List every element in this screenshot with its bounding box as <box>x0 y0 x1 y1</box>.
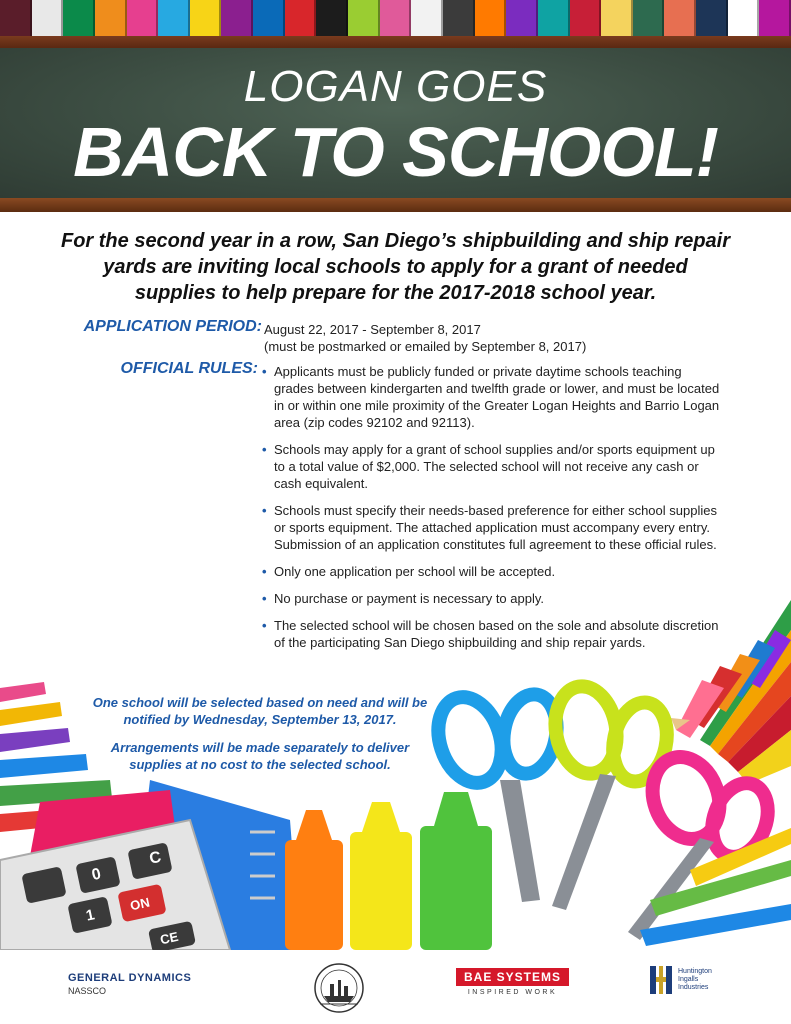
book-spine <box>221 0 253 36</box>
bae-systems-logo <box>456 968 569 996</box>
bae-name: BAE SYSTEMS <box>456 968 569 986</box>
ship-repair-association-seal-icon <box>300 958 378 1014</box>
bullet-icon: • <box>262 442 267 457</box>
rule-text: Schools must specify their needs-based preference for either school supplies or sports equipment. The attached application must accompany every entry. Submission of an application constitutes full agreement to these official rules. <box>274 503 717 552</box>
book-spine <box>127 0 159 36</box>
official-rules-label: OFFICIAL RULES: <box>120 360 258 377</box>
rule-text: Applicants must be publicly funded or private daytime schools teaching grades between kindergarten and twelfth grade or lower, and must be located in or within one mile proximity of the Greater Logan Heights and Barrio Logan area (zip codes 92102 and 92113). <box>274 364 720 430</box>
bullet-icon: • <box>262 364 267 379</box>
book-spine <box>696 0 728 36</box>
hii-name <box>678 968 712 992</box>
huntington-ingalls-logo <box>648 964 712 996</box>
bullet-icon: • <box>262 503 267 518</box>
chalkboard-frame-bottom <box>0 198 791 212</box>
general-dynamics-logo <box>68 972 191 996</box>
book-spine <box>348 0 380 36</box>
rule-item <box>260 502 720 553</box>
book-spine <box>759 0 791 36</box>
scissor-blades-icon <box>500 774 714 940</box>
book-spine <box>253 0 285 36</box>
headline-back-to-school: BACK TO SCHOOL! <box>73 113 718 191</box>
book-spine <box>728 0 760 36</box>
calc-key-c: C <box>147 848 163 868</box>
sponsor-logos-bar <box>0 950 791 1024</box>
bullet-icon: • <box>262 618 267 633</box>
calc-key-0: 0 <box>90 865 103 885</box>
rule-text: Only one application per school will be accepted. <box>274 564 556 579</box>
book-spine <box>95 0 127 36</box>
bae-tagline: INSPIRED WORK <box>467 989 558 996</box>
application-deadline-note: (must be postmarked or emailed by September 8, 2017) <box>264 339 587 354</box>
application-period-label: APPLICATION PERIOD: <box>83 318 262 335</box>
chalkboard-frame-top <box>0 36 791 48</box>
hii-line-1: Huntington <box>678 968 712 975</box>
rule-item <box>260 363 720 431</box>
rule-item <box>260 441 720 492</box>
bullet-icon: • <box>262 591 267 606</box>
book-spine <box>475 0 507 36</box>
rule-text: Schools may apply for a grant of school supplies and/or sports equipment up to a total value of $2,000. The selected school will not receive any cash or cash equivalent. <box>274 442 715 491</box>
application-dates: August 22, 2017 - September 8, 2017 <box>264 322 481 337</box>
book-spine <box>0 0 32 36</box>
book-spine <box>411 0 443 36</box>
book-spine <box>380 0 412 36</box>
book-spine <box>664 0 696 36</box>
calc-key-1: 1 <box>84 906 97 925</box>
rule-text: The selected school will be chosen based on the sole and absolute discretion of the participating San Diego shipbuilding and ship repair yards. <box>274 618 719 650</box>
application-period-value <box>264 321 586 355</box>
gd-name: GENERAL DYNAMICS <box>68 972 192 984</box>
rule-text: No purchase or payment is necessary to apply. <box>274 591 545 606</box>
delivery-note: Arrangements will be made separately to deliver supplies at no cost to the selected school. <box>110 740 410 772</box>
book-spine <box>633 0 665 36</box>
book-spine <box>32 0 64 36</box>
book-spine <box>443 0 475 36</box>
calc-key-on: ON <box>128 894 151 914</box>
book-spine <box>316 0 348 36</box>
book-spine <box>506 0 538 36</box>
bullet-icon: • <box>262 564 267 579</box>
book-spines-strip <box>0 0 791 36</box>
headline-logan-goes: LOGAN GOES <box>243 62 548 111</box>
selection-note: One school will be selected based on need and will be notified by Wednesday, September 13, 2017. <box>92 695 428 727</box>
book-spine <box>158 0 190 36</box>
book-spine <box>190 0 222 36</box>
book-spine <box>601 0 633 36</box>
book-spine <box>538 0 570 36</box>
book-spine <box>570 0 602 36</box>
intro-paragraph: For the second year in a row, San Diego’s shipbuilding and ship repair yards are inviting local schools to apply for a grant of needed supplies to help prepare for the 2017-2018 school year. <box>60 230 730 304</box>
highlighters-icon <box>285 792 492 950</box>
book-spine <box>63 0 95 36</box>
hii-line-3: Industries <box>678 984 709 991</box>
hii-line-2: Ingalls <box>678 976 699 983</box>
hii-h-icon <box>648 964 674 996</box>
gd-sub: NASSCO <box>68 986 107 996</box>
book-spine <box>285 0 317 36</box>
calc-key-ce: CE <box>158 928 180 948</box>
